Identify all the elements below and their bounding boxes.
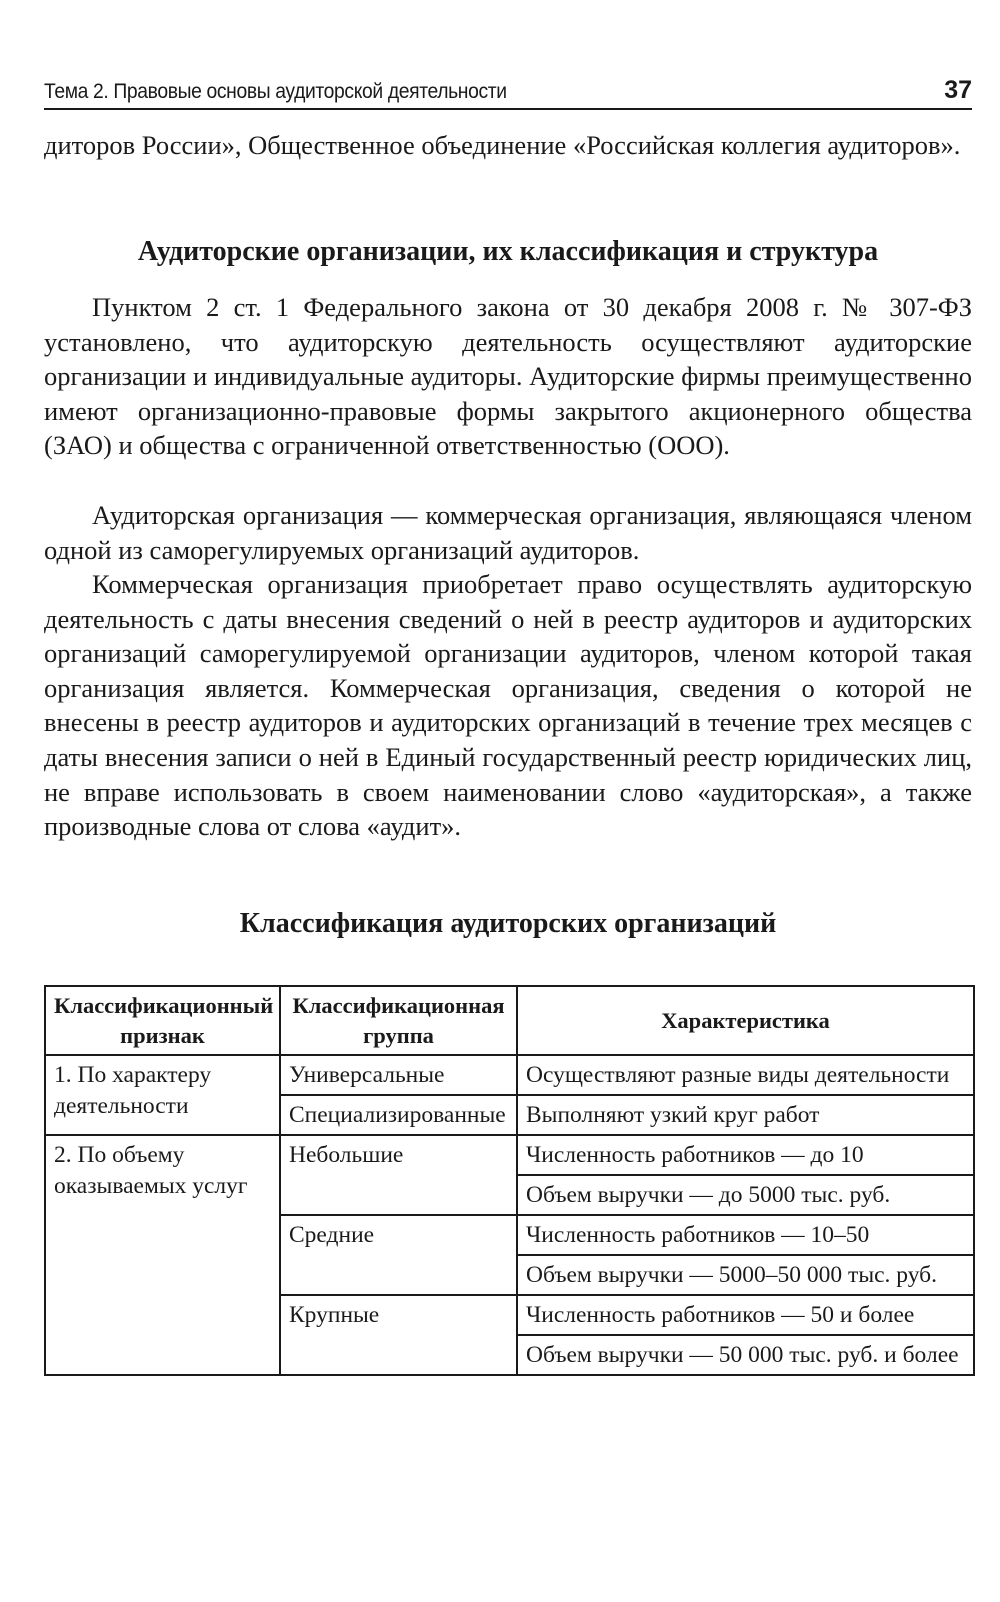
characteristic-cell: Объем выручки — до 5000 тыс. руб.: [517, 1175, 974, 1215]
table-header-row: [45, 986, 974, 1055]
characteristic-cell: Выполняют узкий круг работ: [517, 1095, 974, 1135]
characteristic-cell: Численность работников — до 10: [517, 1135, 974, 1175]
characteristic-cell: Объем выручки — 50 000 тыс. руб. и более: [517, 1335, 974, 1375]
page-number: 37: [944, 76, 972, 104]
section-heading: Аудиторские организации, их классификация и структура: [137, 236, 879, 267]
header-title: Тема 2. Правовые основы аудиторской деятельности: [44, 80, 507, 103]
characteristic-cell: Численность работников — 10–50: [517, 1215, 974, 1255]
characteristic-cell: Численность работников — 50 и более: [517, 1295, 974, 1335]
group-cell: Специализированные: [280, 1095, 517, 1135]
characteristic-cell: Объем выручки — 5000–50 000 тыс. руб.: [517, 1255, 974, 1295]
criterion-cell: 2. По объему оказываемых услуг: [45, 1135, 280, 1375]
running-header: [44, 76, 972, 110]
paragraph-3: Коммерческая организация приобретает право осуществлять аудиторскую деятельность с даты внесения сведений о ней в реестр аудиторов и аудиторских организаций саморегулируемой организации аудиторов, членом которой такая организация является. Коммерческая организация, сведения о которой не внесены в реестр аудиторов и аудиторских организаций в течение трех месяцев с даты внесения записи о ней в Единый государственный реестр юридических лиц, не вправе использовать в своем наименовании слово «аудиторская», а также производные слова от слова «аудит».: [44, 569, 972, 842]
group-cell: Средние: [280, 1215, 517, 1295]
column-header: Классификационный признак: [45, 986, 280, 1055]
group-cell: Небольшие: [280, 1135, 517, 1215]
criterion-cell: 1. По характеру деятельности: [45, 1055, 280, 1135]
characteristic-cell: Осуществляют разные виды деятельности: [517, 1055, 974, 1095]
paragraph-2: Аудиторская организация — коммерческая организация, являющаяся членом одной из саморегулируемых организаций аудиторов.: [44, 500, 972, 565]
table-title: Классификация аудиторских организаций: [239, 908, 777, 939]
intro-paragraph: диторов России», Общественное объединение «Российская коллегия аудиторов».: [44, 130, 961, 160]
group-cell: Универсальные: [280, 1055, 517, 1095]
column-header: Классификационная группа: [280, 986, 517, 1055]
table-row: [45, 1055, 974, 1095]
group-cell: Крупные: [280, 1295, 517, 1375]
table-row: [45, 1135, 974, 1175]
paragraph-1: Пунктом 2 ст. 1 Федерального закона от 30 декабря 2008 г. № 307-ФЗ установлено, что аудиторскую деятельность осуществляют аудиторские организации и индивидуальные аудиторы. Аудиторские фирмы преимущественно имеют организационно-правовые формы закрытого акционерного общества (ЗАО) и общества с ограниченной ответственностью (ООО).: [44, 292, 972, 461]
book-page: [44, 0, 972, 1602]
column-header: Характеристика: [517, 986, 974, 1055]
classification-table: [44, 985, 975, 1376]
